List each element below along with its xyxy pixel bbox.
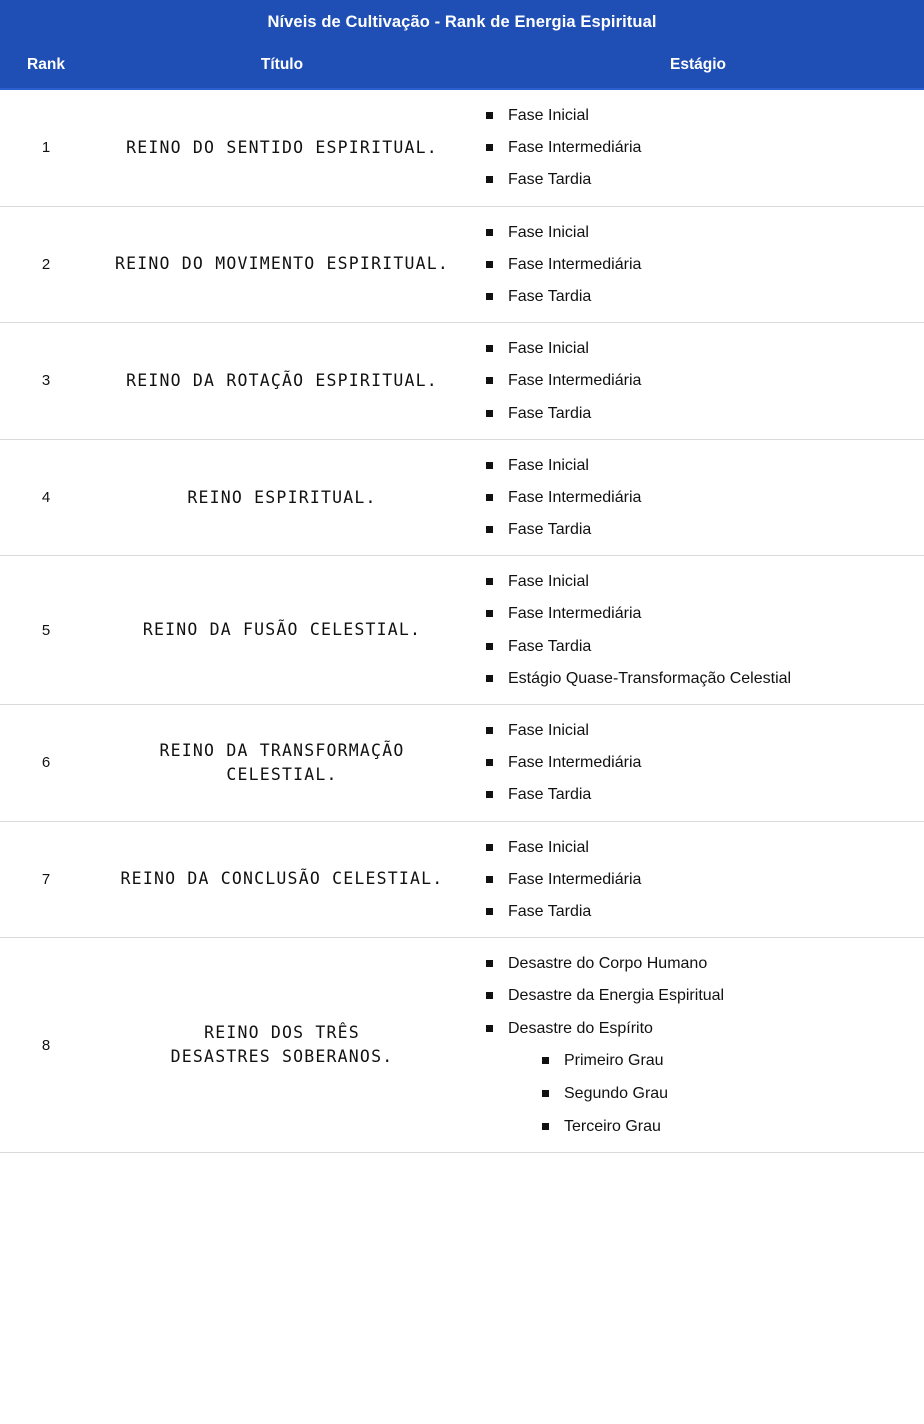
estagio-label: Fase Inicial xyxy=(508,573,589,591)
square-bullet-icon xyxy=(486,526,493,533)
list-item xyxy=(486,753,918,772)
table-row xyxy=(0,89,924,206)
rank-value: 1 xyxy=(0,89,92,206)
list-item xyxy=(486,456,918,475)
square-bullet-icon xyxy=(486,759,493,766)
square-bullet-icon xyxy=(486,578,493,585)
sub-estagio-label: Primeiro Grau xyxy=(564,1051,664,1069)
titulo-line: REINO DOS TRÊS xyxy=(204,1023,360,1043)
titulo-value xyxy=(92,439,472,556)
estagio-list xyxy=(478,456,918,540)
list-item xyxy=(486,106,918,125)
square-bullet-icon xyxy=(486,229,493,236)
titulo-line: REINO DA CONCLUSÃO CELESTIAL. xyxy=(120,869,444,889)
estagio-label: Estágio Quase-Transformação Celestial xyxy=(508,669,792,687)
estagio-list xyxy=(478,339,918,423)
sub-list-item xyxy=(542,1084,918,1103)
titulo-line: REINO DO SENTIDO ESPIRITUAL. xyxy=(126,137,438,157)
list-item xyxy=(486,721,918,740)
estagio-label: Fase Intermediária xyxy=(508,870,642,888)
list-item xyxy=(486,371,918,390)
list-item xyxy=(486,223,918,242)
estagio-list-cell xyxy=(472,89,924,206)
sub-list-item xyxy=(542,1051,918,1070)
square-bullet-icon xyxy=(542,1090,549,1097)
square-bullet-icon xyxy=(486,345,493,352)
column-header-titulo: Título xyxy=(92,46,472,89)
estagio-list-cell xyxy=(472,938,924,1153)
list-item xyxy=(486,986,918,1005)
estagio-list-cell xyxy=(472,705,924,822)
square-bullet-icon xyxy=(486,112,493,119)
titulo-value xyxy=(92,821,472,938)
table-row xyxy=(0,938,924,1153)
estagio-list xyxy=(478,223,918,307)
square-bullet-icon xyxy=(486,176,493,183)
list-item xyxy=(486,1019,918,1137)
rank-value: 7 xyxy=(0,821,92,938)
titulo-value xyxy=(92,206,472,323)
estagio-label: Desastre do Espírito xyxy=(508,1019,653,1037)
estagio-list-cell xyxy=(472,206,924,323)
sub-estagio-label: Segundo Grau xyxy=(564,1084,669,1102)
estagio-label: Fase Inicial xyxy=(508,838,589,856)
list-item xyxy=(486,669,918,688)
list-item xyxy=(486,604,918,623)
square-bullet-icon xyxy=(486,377,493,384)
sub-estagio-list xyxy=(508,1051,918,1137)
square-bullet-icon xyxy=(486,1025,493,1032)
rank-value: 8 xyxy=(0,938,92,1153)
square-bullet-icon xyxy=(486,643,493,650)
estagio-label: Desastre do Corpo Humano xyxy=(508,955,708,973)
square-bullet-icon xyxy=(486,261,493,268)
square-bullet-icon xyxy=(486,908,493,915)
estagio-list xyxy=(478,572,918,688)
square-bullet-icon xyxy=(486,960,493,967)
sub-estagio-label: Terceiro Grau xyxy=(564,1118,661,1136)
square-bullet-icon xyxy=(486,675,493,682)
estagio-list xyxy=(478,954,918,1136)
square-bullet-icon xyxy=(486,144,493,151)
titulo-value xyxy=(92,89,472,206)
estagio-label: Fase Intermediária xyxy=(508,139,642,157)
table-row xyxy=(0,439,924,556)
list-item xyxy=(486,170,918,189)
titulo-value xyxy=(92,323,472,440)
estagio-label: Fase Inicial xyxy=(508,456,589,474)
estagio-list xyxy=(478,838,918,922)
square-bullet-icon xyxy=(486,844,493,851)
estagio-label: Fase Tardia xyxy=(508,637,592,655)
rank-value: 5 xyxy=(0,556,92,705)
estagio-label: Fase Intermediária xyxy=(508,255,642,273)
titulo-value xyxy=(92,938,472,1153)
square-bullet-icon xyxy=(486,494,493,501)
list-item xyxy=(486,520,918,539)
list-item xyxy=(486,339,918,358)
estagio-list-cell xyxy=(472,323,924,440)
table-row xyxy=(0,821,924,938)
estagio-label: Fase Inicial xyxy=(508,722,589,739)
estagio-label: Fase Inicial xyxy=(508,107,589,124)
estagio-list-cell xyxy=(472,439,924,556)
estagio-label: Fase Tardia xyxy=(508,786,592,804)
square-bullet-icon xyxy=(486,462,493,469)
estagio-label: Fase Tardia xyxy=(508,521,592,539)
table-row xyxy=(0,556,924,705)
list-item xyxy=(486,870,918,889)
table-row xyxy=(0,705,924,822)
square-bullet-icon xyxy=(486,293,493,300)
square-bullet-icon xyxy=(486,876,493,883)
list-item xyxy=(486,637,918,656)
estagio-label: Fase Tardia xyxy=(508,171,592,189)
titulo-line: REINO DO MOVIMENTO ESPIRITUAL. xyxy=(114,254,449,274)
table-row xyxy=(0,206,924,323)
square-bullet-icon xyxy=(486,727,493,734)
estagio-list-cell xyxy=(472,821,924,938)
list-item xyxy=(486,138,918,157)
titulo-line: REINO ESPIRITUAL. xyxy=(187,487,377,507)
list-item xyxy=(486,255,918,274)
estagio-list xyxy=(478,106,918,190)
titulo-value xyxy=(92,705,472,822)
list-item xyxy=(486,404,918,423)
estagio-label: Fase Tardia xyxy=(508,902,592,920)
rank-value: 3 xyxy=(0,323,92,440)
square-bullet-icon xyxy=(486,610,493,617)
titulo-line: REINO DA FUSÃO CELESTIAL. xyxy=(142,620,422,640)
estagio-list xyxy=(478,721,918,805)
estagio-label: Fase Inicial xyxy=(508,223,589,241)
titulo-line: REINO DA TRANSFORMAÇÃO xyxy=(159,740,405,760)
rank-value: 4 xyxy=(0,439,92,556)
titulo-line: DESASTRES SOBERANOS. xyxy=(170,1047,394,1067)
column-header-estagio: Estágio xyxy=(472,46,924,89)
square-bullet-icon xyxy=(542,1057,549,1064)
square-bullet-icon xyxy=(486,791,493,798)
titulo-line: REINO DA ROTAÇÃO ESPIRITUAL. xyxy=(126,370,438,390)
rank-value: 6 xyxy=(0,705,92,822)
column-header-rank: Rank xyxy=(0,46,92,89)
estagio-label: Fase Intermediária xyxy=(508,488,642,506)
list-item xyxy=(486,287,918,306)
estagio-list-cell xyxy=(472,556,924,705)
table-header xyxy=(0,46,924,89)
list-item xyxy=(486,954,918,973)
table-title: Níveis de Cultivação - Rank de Energia Espiritual xyxy=(0,0,924,46)
table-row xyxy=(0,323,924,440)
titulo-line: CELESTIAL. xyxy=(226,764,338,784)
list-item xyxy=(486,902,918,921)
estagio-label: Fase Inicial xyxy=(508,340,589,358)
square-bullet-icon xyxy=(486,992,493,999)
square-bullet-icon xyxy=(486,410,493,417)
list-item xyxy=(486,572,918,591)
estagio-label: Fase Intermediária xyxy=(508,372,642,390)
rank-value: 2 xyxy=(0,206,92,323)
estagio-label: Fase Intermediária xyxy=(508,754,642,772)
estagio-label: Fase Tardia xyxy=(508,287,592,305)
list-item xyxy=(486,838,918,857)
table-body xyxy=(0,89,924,1153)
sub-list-item xyxy=(542,1117,918,1136)
square-bullet-icon xyxy=(542,1123,549,1130)
estagio-label: Fase Intermediária xyxy=(508,605,642,623)
estagio-label: Fase Tardia xyxy=(508,404,592,422)
list-item xyxy=(486,488,918,507)
titulo-value xyxy=(92,556,472,705)
list-item xyxy=(486,785,918,804)
estagio-label: Desastre da Energia Espiritual xyxy=(508,987,725,1005)
